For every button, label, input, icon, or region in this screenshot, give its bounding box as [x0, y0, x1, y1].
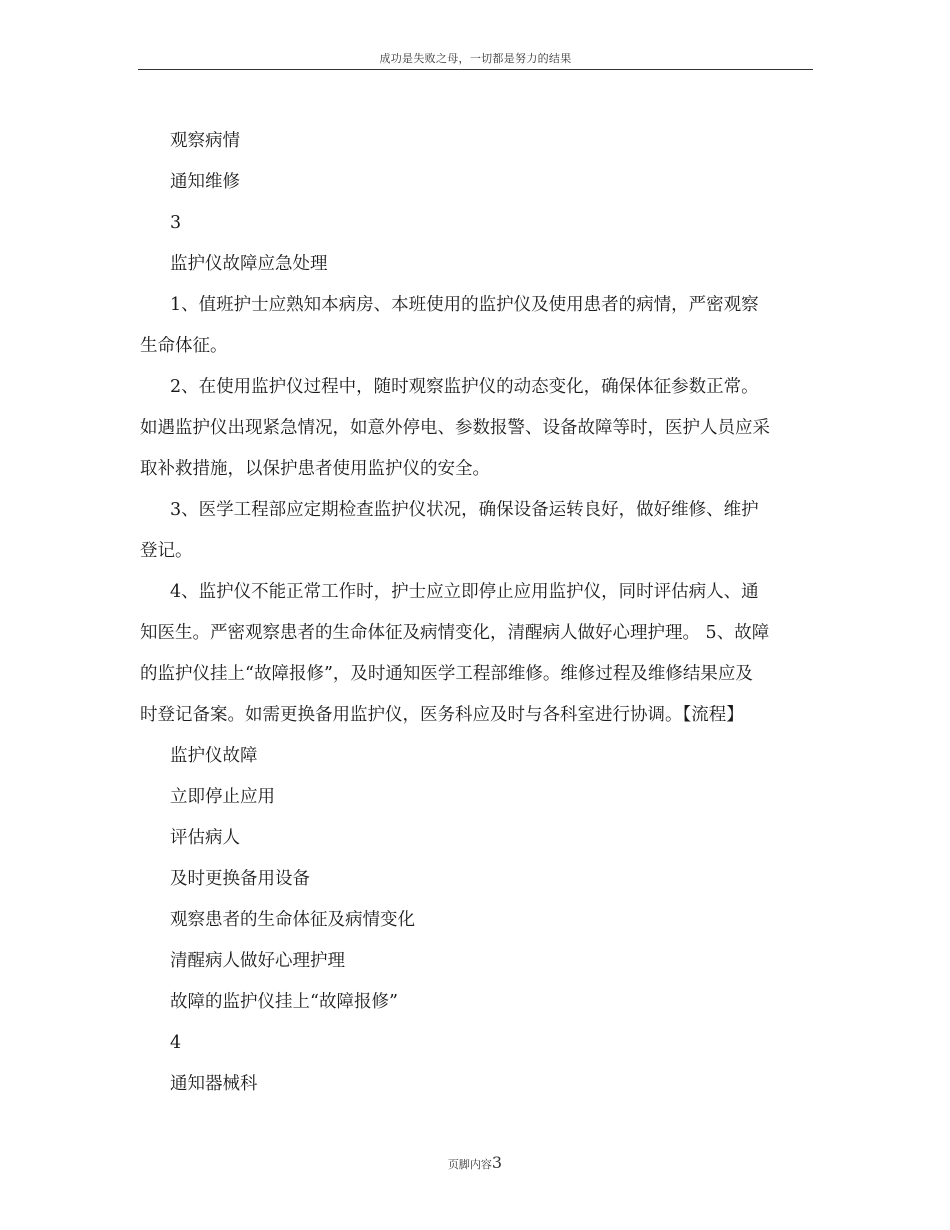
footer-label: 页脚内容: [447, 1158, 492, 1171]
paragraph-line: 的监护仪挂上“故障报修”，及时通知医学工程部维修。维修过程及维修结果应及: [140, 664, 753, 684]
paragraph-line: 4、监护仪不能正常工作时，护士应立即停止应用监护仪，同时评估病人、通: [170, 582, 759, 602]
document-body: [140, 121, 820, 1105]
paragraph-line: 时登记备案。如需更换备用监护仪，医务科应及时与各科室进行协调。【流程】: [140, 705, 744, 725]
paragraph-line: 如遇监护仪出现紧急情况，如意外停电、参数报警、设备故障等时，医护人员应采: [140, 418, 770, 438]
paragraph-line: 3、医学工程部应定期检查监护仪状况，确保设备运转良好，做好维修、维护: [170, 500, 759, 520]
page-footer: [0, 1153, 950, 1172]
paragraph-2: [140, 367, 820, 490]
flow-step-assess-patient: 评估病人: [170, 828, 240, 848]
paragraph-1: [140, 285, 820, 367]
paragraph-line: 登记。: [140, 541, 193, 561]
text-line-notify-repair: 通知维修: [170, 172, 240, 192]
section-number: 4: [170, 1033, 182, 1053]
flow-step-tag-fault: 故障的监护仪挂上“故障报修”: [170, 992, 398, 1012]
section-number: 3: [170, 213, 182, 233]
flow-step-observe-vitals: 观察患者的生命体征及病情变化: [170, 910, 415, 930]
flow-step-notify-equipment: 通知器械科: [170, 1074, 258, 1094]
paragraph-line: 取补救措施，以保护患者使用监护仪的安全。: [140, 459, 490, 479]
paragraph-line: 1、值班护士应熟知本病房、本班使用的监护仪及使用患者的病情，严密观察: [170, 295, 759, 315]
paragraph-line: 知医生。严密观察患者的生命体征及病情变化，清醒病人做好心理护理。 5、故障: [140, 623, 770, 643]
page-header: 成功是失败之母，一切都是努力的结果: [379, 52, 572, 65]
text-line-observe: 观察病情: [170, 131, 240, 151]
flow-step-monitor-fault: 监护仪故障: [170, 746, 258, 766]
header-divider: [138, 69, 813, 70]
paragraph-line: 2、在使用监护仪过程中，随时观察监护仪的动态变化，确保体征参数正常。: [170, 377, 759, 397]
paragraph-3: [140, 490, 820, 572]
page-number: 3: [491, 1153, 503, 1172]
flow-step-replace-device: 及时更换备用设备: [170, 869, 310, 889]
section-title: 监护仪故障应急处理: [170, 254, 328, 274]
paragraph-line: 生命体征。: [140, 336, 228, 356]
paragraph-4: [140, 572, 820, 736]
flow-step-stop-use: 立即停止应用: [170, 787, 275, 807]
flow-step-psych-care: 清醒病人做好心理护理: [170, 951, 345, 971]
